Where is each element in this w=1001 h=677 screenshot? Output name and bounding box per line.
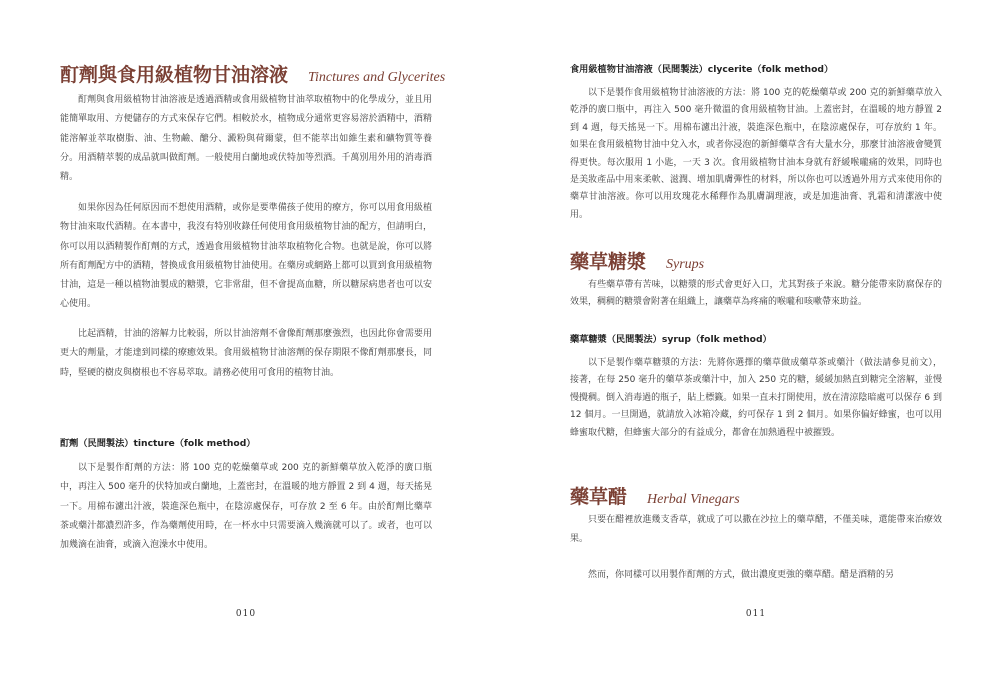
heading-zh: 酊劑與食用級植物甘油溶液 [60,64,289,86]
heading-zh: 藥草糖漿 [570,251,647,273]
syrup-method-paragraph: 以下是製作藥草糖漿的方法：先將你選擇的藥草做成藥草茶或藥汁（做法請參見前文），接著，在每 250 毫升的藥草茶或藥汁中，加入 250 克的糖，緩緩加熱直到糖完全溶解，並慢慢攪稠。倒入消毒過的瓶子，貼上標籤。如果一直未打開使用，放在清涼陰暗處可以保存 6 到 12 個月。一旦開過，就請放入冰箱冷藏，約可保存 1 到 2 個月。如果你偏好蜂蜜，也可以用蜂蜜取代糖，但蜂蜜大部分的有益成分，都會在加熱過程中被摧毀。 [570,358,942,438]
vinegars-intro-paragraph: 只要在醋裡放進幾支香草，就成了可以撒在沙拉上的藥草醋，不僅美味，還能帶來治療效果。 [570,515,942,545]
section-heading-vinegars [570,485,740,512]
vinegars-continued-paragraph: 然而，你同樣可以用製作酊劑的方式，做出濃度更強的藥草醋。醋是酒精的另 [588,570,895,580]
glycerite-method-paragraph: 以下是製作食用級植物甘油溶液的方法：將 100 克的乾燥藥草或 200 克的新鮮藥草放入乾淨的廣口瓶中，再注入 500 毫升微溫的食用級植物甘油。上蓋密封，在溫暖的地方靜置 2 到 4 週，每天搖晃一下。用棉布濾出汁液，裝進深色瓶中，在陰涼處保存，可存放約 1 年。如果在食用級植物甘油中兌入水，或者你浸泡的新鮮藥草含有大量水分，那麼甘油溶液會變質得更快。每次服用 1 小匙，一天 3 次。食用級植物甘油本身就有舒緩喉嚨痛的效果，同時也是美妝產品中用來柔軟、滋潤、增加肌膚彈性的材料，所以你也可以透過外用方式來使用你的藥草甘油溶液。你可以用玫瑰花水稀釋作為肌膚調理液，或是加進油膏、乳霜和清潔液中使用。 [570,88,942,220]
section-heading-tinctures [60,63,445,90]
subheading-tincture-folk-method: 酊劑（民間製法）tincture（folk method） [60,438,256,449]
section-heading-syrups [570,250,704,277]
heading-en: Tinctures and Glycerites [308,70,446,85]
heading-en: Herbal Vinegars [647,492,740,507]
subheading-syrup-folk-method: 藥草糖漿（民間製法）syrup（folk method） [570,334,772,345]
syrups-intro-paragraph: 有些藥草帶有苦味，以糖漿的形式會更好入口，尤其對孩子來說。糖分能帶來防腐保存的效果，稠稠的糖漿會附著在組織上，讓藥草為疼痛的喉嚨和咳嗽帶來助益。 [570,280,942,308]
right-page [570,0,942,677]
intro-paragraph-1: 酊劑與食用級植物甘油溶液是透過酒精或食用級植物甘油萃取植物中的化學成分，並且用能簡單取用、方便儲存的方式來保存它們。相較於水，植物成分通常更容易溶於酒精中，酒精能溶解並萃取樹脂、油、生物鹼、醣分、澱粉與荷爾蒙，但不能萃出如維生素和礦物質等養分。用酒精萃製的成品就叫做酊劑。一般使用白蘭地或伏特加等烈酒。千萬別用外用的消毒酒精。 [60,95,432,183]
page-number-right: 011 [745,609,767,619]
tincture-method-paragraph: 以下是製作酊劑的方法：將 100 克的乾燥藥草或 200 克的新鮮藥草放入乾淨的廣口瓶中，再注入 500 毫升的伏特加或白蘭地，上蓋密封，在溫暖的地方靜置 2 到 4 週，每天搖晃一下。用棉布濾出汁液，裝進深色瓶中，在陰涼處保存，可存放 2 至 6 年。由於酊劑比藥草茶或藥汁都濃烈許多，作為藥劑使用時，在一杯水中只需要滴入幾滴就可以了。或者，也可以加幾滴在油膏，或滴入泡澡水中使用。 [60,463,432,551]
left-page [60,0,446,677]
subheading-glycerite-folk-method: 食用級植物甘油溶液（民間製法）clycerite（folk method） [570,64,834,75]
page-number-left: 010 [235,609,257,619]
intro-paragraph-2: 如果你因為任何原因而不想使用酒精，或你是要準備孩子使用的療方，你可以用食用級植物甘油來取代酒精。在本書中，我沒有特別收錄任何使用食用級植物甘油的配方，但請明白，你可以用以酒精製作酊劑的方式，透過食用級植物甘油萃取植物化合物。也就是說，你可以將所有酊劑配方中的酒精，替換成食用級植物甘油使用。在藥房或網路上都可以買到食用級植物甘油，這是一種以植物油製成的糖漿，它非常甜，但不會提高血糖，所以糖尿病患者也可以安心使用。 [60,203,432,310]
heading-zh: 藥草醋 [570,486,628,508]
heading-en: Syrups [666,257,705,272]
intro-paragraph-3: 比起酒精，甘油的溶解力比較弱，所以甘油溶劑不會像酊劑那麼強烈，也因此你會需要用更大的劑量，才能達到同樣的療癒效果。食用級植物甘油溶劑的保存期限不像酊劑那麼長，同時，堅硬的樹皮與樹根也不容易萃取。請務必使用可食用的植物甘油。 [60,329,432,378]
